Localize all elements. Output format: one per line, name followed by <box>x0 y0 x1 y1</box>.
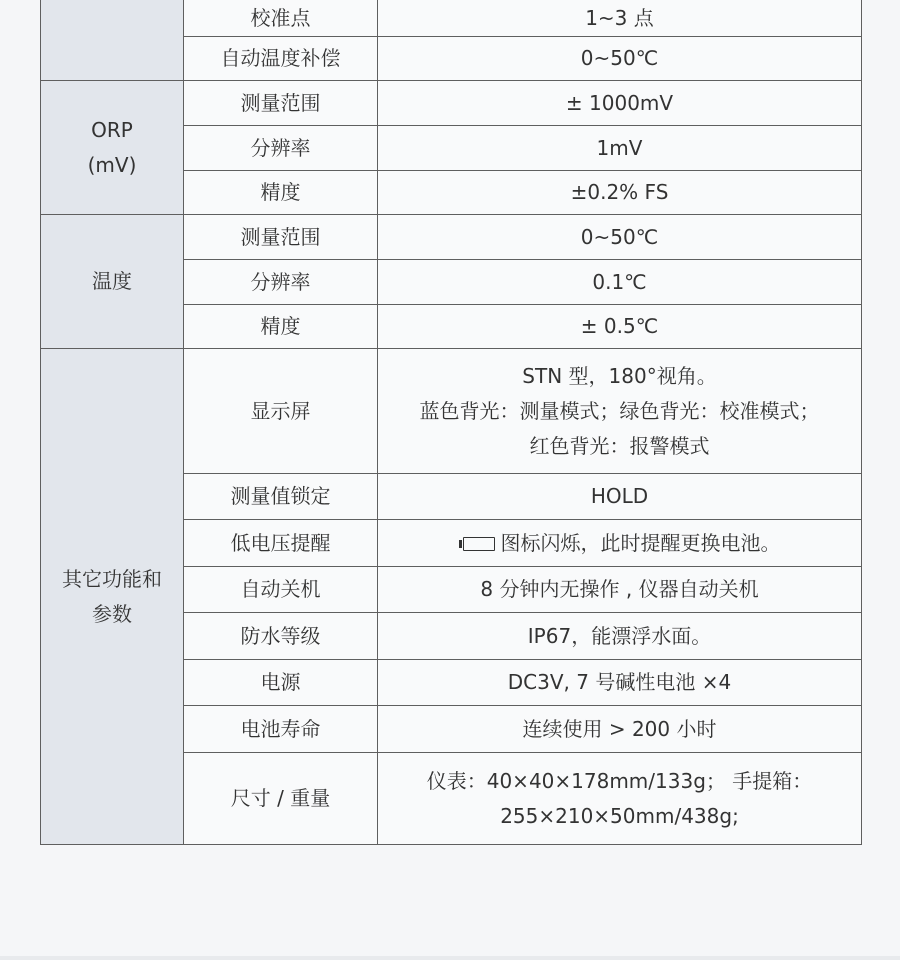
field-power: 电源 <box>184 660 378 706</box>
orp-label-line1: ORP <box>91 117 133 142</box>
table-row <box>41 0 862 37</box>
value-battery-life: 连续使用 > 200 小时 <box>378 706 862 753</box>
field-temp-resolution: 分辨率 <box>184 260 378 305</box>
display-line2: 蓝色背光：测量模式；绿色背光：校准模式； <box>419 398 820 423</box>
value-size-weight <box>378 753 862 845</box>
field-battery-life: 电池寿命 <box>184 706 378 753</box>
value-auto-off: 8 分钟内无操作 , 仪器自动关机 <box>378 567 862 613</box>
value-orp-resolution: 1mV <box>378 126 862 171</box>
size-weight-line1: 仪表：40×40×178mm/133g； 手提箱： <box>426 768 813 793</box>
field-hold: 测量值锁定 <box>184 474 378 520</box>
field-orp-range: 测量范围 <box>184 81 378 126</box>
value-orp-range: ± 1000mV <box>378 81 862 126</box>
size-weight-line2: 255×210×50mm/438g; <box>500 803 739 828</box>
display-line3: 红色背光：报警模式 <box>529 433 710 458</box>
table-row <box>41 81 862 126</box>
field-auto-temp-comp: 自动温度补偿 <box>184 37 378 81</box>
field-orp-resolution: 分辨率 <box>184 126 378 171</box>
other-label-line2: 参数 <box>92 601 132 626</box>
value-auto-temp-comp: 0~50℃ <box>378 37 862 81</box>
spec-table <box>40 0 862 845</box>
table-row <box>41 349 862 474</box>
low-voltage-text: 图标闪烁，此时提醒更换电池。 <box>500 530 781 555</box>
value-temp-accuracy: ± 0.5℃ <box>378 305 862 349</box>
battery-icon <box>459 537 495 551</box>
group-cell-ph <box>41 0 184 81</box>
field-temp-range: 测量范围 <box>184 215 378 260</box>
value-orp-accuracy: ±0.2% FS <box>378 171 862 215</box>
field-size-weight: 尺寸 / 重量 <box>184 753 378 845</box>
group-label-other <box>41 349 184 845</box>
group-label-orp <box>41 81 184 215</box>
field-auto-off: 自动关机 <box>184 567 378 613</box>
other-label-line1: 其它功能和 <box>62 566 162 591</box>
display-line1: STN 型，180°视角。 <box>522 363 717 388</box>
field-display: 显示屏 <box>184 349 378 474</box>
field-temp-accuracy: 精度 <box>184 305 378 349</box>
value-low-voltage <box>378 520 862 567</box>
value-hold: HOLD <box>378 474 862 520</box>
value-display <box>378 349 862 474</box>
field-low-voltage: 低电压提醒 <box>184 520 378 567</box>
value-temp-resolution: 0.1℃ <box>378 260 862 305</box>
field-orp-accuracy: 精度 <box>184 171 378 215</box>
orp-label-line2: (mV) <box>87 152 137 177</box>
value-waterproof: IP67，能漂浮水面。 <box>378 613 862 660</box>
field-waterproof: 防水等级 <box>184 613 378 660</box>
field-calibration-points: 校准点 <box>184 0 378 37</box>
group-label-temperature: 温度 <box>41 215 184 349</box>
table-row <box>41 215 862 260</box>
value-calibration-points: 1~3 点 <box>378 0 862 37</box>
value-power: DC3V, 7 号碱性电池 ×4 <box>378 660 862 706</box>
bottom-divider <box>0 956 900 960</box>
value-temp-range: 0~50℃ <box>378 215 862 260</box>
